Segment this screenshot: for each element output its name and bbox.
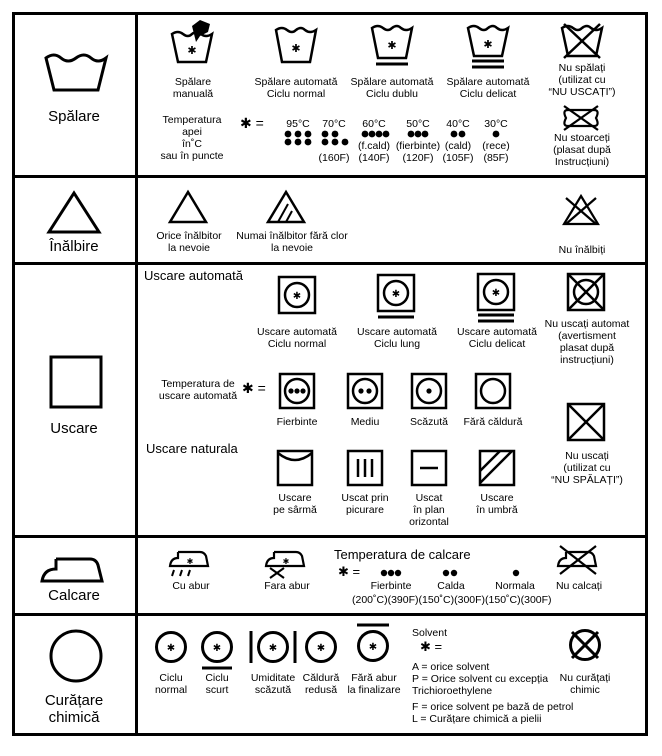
solvent-heading: Solvent <box>412 627 448 639</box>
svg-text:✱: ✱ <box>268 643 278 654</box>
iron-icon <box>40 549 108 583</box>
do-not-dry-clean-label-2: chimic <box>570 684 600 696</box>
line-dry-label-1: Uscare <box>278 492 312 504</box>
dry-clean-low-heat-label-1: Căldură <box>302 672 340 684</box>
dry-low-heat-label: Scăzută <box>410 416 448 428</box>
dry-clean-low-heat-icon <box>304 630 338 664</box>
iron-no-steam-label: Fara abur <box>264 580 310 592</box>
dry-flat-label-1: Uscat <box>415 492 443 504</box>
machine-wash-normal-icon <box>274 24 318 64</box>
dry-clean-low-heat-label-2: redusă <box>304 684 338 696</box>
temp-30-f: (85F) <box>483 152 509 164</box>
temp-60-sub: (f.cald) <box>357 140 391 152</box>
svg-text:✱: ✱ <box>368 642 378 653</box>
do-not-dry-icon <box>566 402 606 442</box>
row-divider <box>12 175 648 178</box>
dry-in-shade-icon <box>478 449 516 487</box>
svg-text:✱: ✱ <box>166 643 176 654</box>
dry-clean-short-label-1: Ciclu <box>205 672 229 684</box>
iron-normal-label: Normala <box>495 580 535 592</box>
dry-clean-low-moisture-label-2: scăzută <box>254 684 292 696</box>
machine-wash-double-label-1: Spălare automată <box>350 76 434 88</box>
svg-text:✱: ✱ <box>391 289 401 300</box>
do-not-tumble-dry-icon <box>566 272 606 312</box>
tumble-dry-long-label-1: Uscare automată <box>357 326 437 338</box>
temp-70-c: 70°C <box>322 118 346 130</box>
row-divider <box>12 613 648 616</box>
bleach-triangle-icon <box>46 190 102 234</box>
solvent-line-p-cont: Trichioroethylene <box>412 685 493 697</box>
five-dots-icon <box>321 130 349 146</box>
temp-50-sub: (fierbinte) <box>395 140 441 152</box>
row-divider <box>12 262 648 265</box>
dry-clean-short-icon <box>200 630 234 670</box>
water-temp-legend-4: sau în puncte <box>160 150 224 162</box>
dry-clean-label-1: Curățare <box>44 692 104 709</box>
dry-clean-normal-label-2: normal <box>154 684 188 696</box>
tumble-dry-normal-icon <box>277 275 317 315</box>
do-not-wash-icon <box>560 22 604 58</box>
temp-95-c: 95°C <box>286 118 310 130</box>
dry-medium-heat-icon <box>346 372 384 410</box>
solvent-line-l: L = Curățare chimică a pielii <box>412 713 542 725</box>
do-not-wash-label-3: “NU USCAȚI”) <box>548 86 616 98</box>
hand-wash-icon <box>170 20 214 64</box>
tumble-dry-normal-label-2: Ciclu normal <box>267 338 327 350</box>
dry-clean-no-steam-label-1: Fără abur <box>351 672 397 684</box>
dry-in-shade-label-2: în umbră <box>476 504 518 516</box>
temp-50-c: 50°C <box>406 118 430 130</box>
water-temp-legend-3: în˚C <box>182 138 202 150</box>
dryer-temp-legend-2: uscare automată <box>158 390 238 402</box>
water-temp-legend-2: apei <box>182 126 202 138</box>
tumble-dry-delicate-icon <box>476 272 516 324</box>
svg-text:✱: ✱ <box>483 38 493 51</box>
dry-clean-no-steam-icon <box>356 622 390 664</box>
page-title <box>150 0 570 6</box>
svg-text:✱: ✱ <box>387 39 397 52</box>
drip-dry-label-2: picurare <box>346 504 384 516</box>
iron-warm-label: Calda <box>437 580 465 592</box>
four-dots-icon <box>361 130 389 138</box>
dry-clean-low-moisture-label-1: Umiditate <box>250 672 296 684</box>
machine-wash-double-icon <box>370 22 414 68</box>
solvent-line-p: P = Orice solvent cu excepția <box>412 673 549 685</box>
do-not-tumble-dry-label-1: Nu uscați automat <box>544 318 630 330</box>
tumble-dry-long-icon <box>376 273 416 321</box>
machine-wash-normal-label-1: Spălare automată <box>254 76 338 88</box>
do-not-tumble-dry-label-3: plasat după <box>559 342 615 354</box>
any-bleach-icon <box>168 190 208 224</box>
do-not-wring-label-1: Nu stoarceți <box>553 132 611 144</box>
drying-label: Uscare <box>50 420 98 437</box>
do-not-dry-label-1: Nu uscați <box>565 450 609 462</box>
iron-with-steam-label: Cu abur <box>172 580 210 592</box>
ironing-temp-heading: Temperatura de calcare <box>334 547 471 562</box>
water-temp-legend-1: Temperatura <box>162 114 222 126</box>
bleach-label: Înălbire <box>49 238 99 255</box>
iron-hot-label: Fierbinte <box>370 580 412 592</box>
dry-low-heat-icon <box>410 372 448 410</box>
dry-clean-low-moisture-icon <box>248 630 298 664</box>
do-not-wash-label-2: (utilizat cu <box>558 74 606 86</box>
svg-text:✱: ✱ <box>186 557 194 566</box>
solvent-equals: ✱ = <box>420 639 443 654</box>
dry-square-icon <box>49 355 103 409</box>
drip-dry-icon <box>346 449 384 487</box>
drip-dry-label-1: Uscat prin <box>341 492 389 504</box>
do-not-iron-icon <box>556 544 600 576</box>
temp-60-c: 60°C <box>362 118 386 130</box>
iron-one-dot-icon <box>512 569 520 577</box>
machine-wash-normal-label-2: Ciclu normal <box>266 88 326 100</box>
do-not-wring-icon <box>558 106 604 130</box>
do-not-tumble-dry-label-4: instrucțiuni) <box>560 354 614 366</box>
iron-three-dots-icon <box>380 569 402 577</box>
dry-in-shade-label-1: Uscare <box>480 492 514 504</box>
do-not-dry-label-2: (utilizat cu <box>563 462 611 474</box>
temp-40-f: (105F) <box>442 152 474 164</box>
do-not-bleach-label: Nu înălbiți <box>558 244 606 256</box>
svg-text:✱: ✱ <box>292 291 302 302</box>
temp-70-f: (160F) <box>318 152 350 164</box>
do-not-dry-clean-icon <box>568 628 602 662</box>
dry-clean-short-label-2: scurt <box>205 684 229 696</box>
dry-high-heat-label: Fierbinte <box>276 416 318 428</box>
dry-clean-no-steam-label-2: la finalizare <box>347 684 401 696</box>
water-temp-equals: ✱ = <box>240 115 264 131</box>
any-bleach-label-2: la nevoie <box>167 242 211 254</box>
do-not-bleach-icon <box>562 194 600 226</box>
dry-no-heat-icon <box>474 372 512 410</box>
machine-wash-delicate-icon <box>466 22 510 70</box>
do-not-wash-label-1: Nu spălați <box>558 62 606 74</box>
machine-wash-delicate-label-2: Ciclu delicat <box>459 88 517 100</box>
non-chlorine-bleach-label-2: la nevoie <box>270 242 314 254</box>
hand-wash-label-1: Spălare <box>174 76 212 88</box>
six-dots-icon <box>284 130 312 146</box>
machine-wash-delicate-label-1: Spălare automată <box>446 76 530 88</box>
line-dry-label-2: pe sârmă <box>273 504 317 516</box>
ironing-label: Calcare <box>48 587 100 604</box>
iron-temp-values: (200˚C)(390F)(150˚C)(300F)(150˚C)(300F) <box>352 594 552 606</box>
two-dots-icon <box>450 130 466 138</box>
iron-no-steam-icon <box>264 546 308 578</box>
dryer-temp-equals: ✱ = <box>242 380 266 396</box>
dry-clean-circle-icon <box>48 628 104 684</box>
machine-wash-double-label-2: Ciclu dublu <box>366 88 418 100</box>
dry-flat-icon <box>410 449 448 487</box>
svg-text:✱: ✱ <box>282 557 290 566</box>
tumble-dry-delicate-label-1: Uscare automată <box>457 326 537 338</box>
dry-high-heat-icon <box>278 372 316 410</box>
dry-clean-normal-icon <box>154 630 188 664</box>
row-divider <box>12 535 648 538</box>
svg-text:✱: ✱ <box>316 643 326 654</box>
one-dot-icon <box>492 130 500 138</box>
tumble-dry-heading: Uscare automată <box>144 268 243 283</box>
ironing-temp-equals: ✱ = <box>338 564 361 579</box>
dry-flat-label-2: în plan <box>413 504 445 516</box>
svg-text:✱: ✱ <box>212 643 222 654</box>
temp-50-f: (120F) <box>402 152 434 164</box>
non-chlorine-bleach-icon <box>266 190 306 224</box>
iron-with-steam-icon <box>168 546 212 578</box>
non-chlorine-bleach-label-1: Numai înălbitor fără clor <box>236 230 348 242</box>
hand-wash-label-2: manuală <box>172 88 214 100</box>
svg-text:✱: ✱ <box>491 288 501 299</box>
dry-clean-label-2: chimică <box>48 709 100 726</box>
dry-medium-heat-label: Mediu <box>350 416 380 428</box>
temp-40-sub: (cald) <box>444 140 472 152</box>
do-not-tumble-dry-label-2: (avertisment <box>558 330 616 342</box>
temp-40-c: 40°C <box>446 118 470 130</box>
solvent-line-a: A = orice solvent <box>412 661 490 673</box>
line-dry-icon <box>276 449 314 487</box>
tumble-dry-long-label-2: Ciclu lung <box>373 338 421 350</box>
do-not-dry-label-3: “NU SPĂLAȚI”) <box>551 474 623 486</box>
wash-tub-icon <box>44 50 108 92</box>
dry-flat-label-3: orizontal <box>409 516 449 528</box>
column-divider <box>135 12 138 736</box>
washing-label: Spălare <box>48 108 100 125</box>
dry-clean-normal-label-1: Ciclu <box>159 672 183 684</box>
dry-no-heat-label: Fără căldură <box>463 416 523 428</box>
do-not-iron-label: Nu calcați <box>555 580 603 592</box>
three-dots-icon <box>407 130 429 138</box>
dryer-temp-legend-1: Temperatura de <box>161 378 235 390</box>
svg-text:✱: ✱ <box>291 42 301 55</box>
do-not-dry-clean-label-1: Nu curățați <box>559 672 611 684</box>
do-not-wring-label-2: (plasat după <box>553 144 611 156</box>
tumble-dry-normal-label-1: Uscare automată <box>257 326 337 338</box>
do-not-wring-label-3: Instrucțiuni) <box>554 156 610 168</box>
tumble-dry-delicate-label-2: Ciclu delicat <box>468 338 526 350</box>
temp-30-c: 30°C <box>484 118 508 130</box>
solvent-line-f: F = orice solvent pe bază de petrol <box>412 701 574 713</box>
svg-text:✱: ✱ <box>187 44 197 57</box>
any-bleach-label-1: Orice înălbitor <box>156 230 222 242</box>
temp-30-sub: (rece) <box>482 140 510 152</box>
iron-two-dots-icon <box>442 569 458 577</box>
natural-dry-heading: Uscare naturala <box>146 441 238 456</box>
temp-60-f: (140F) <box>358 152 390 164</box>
